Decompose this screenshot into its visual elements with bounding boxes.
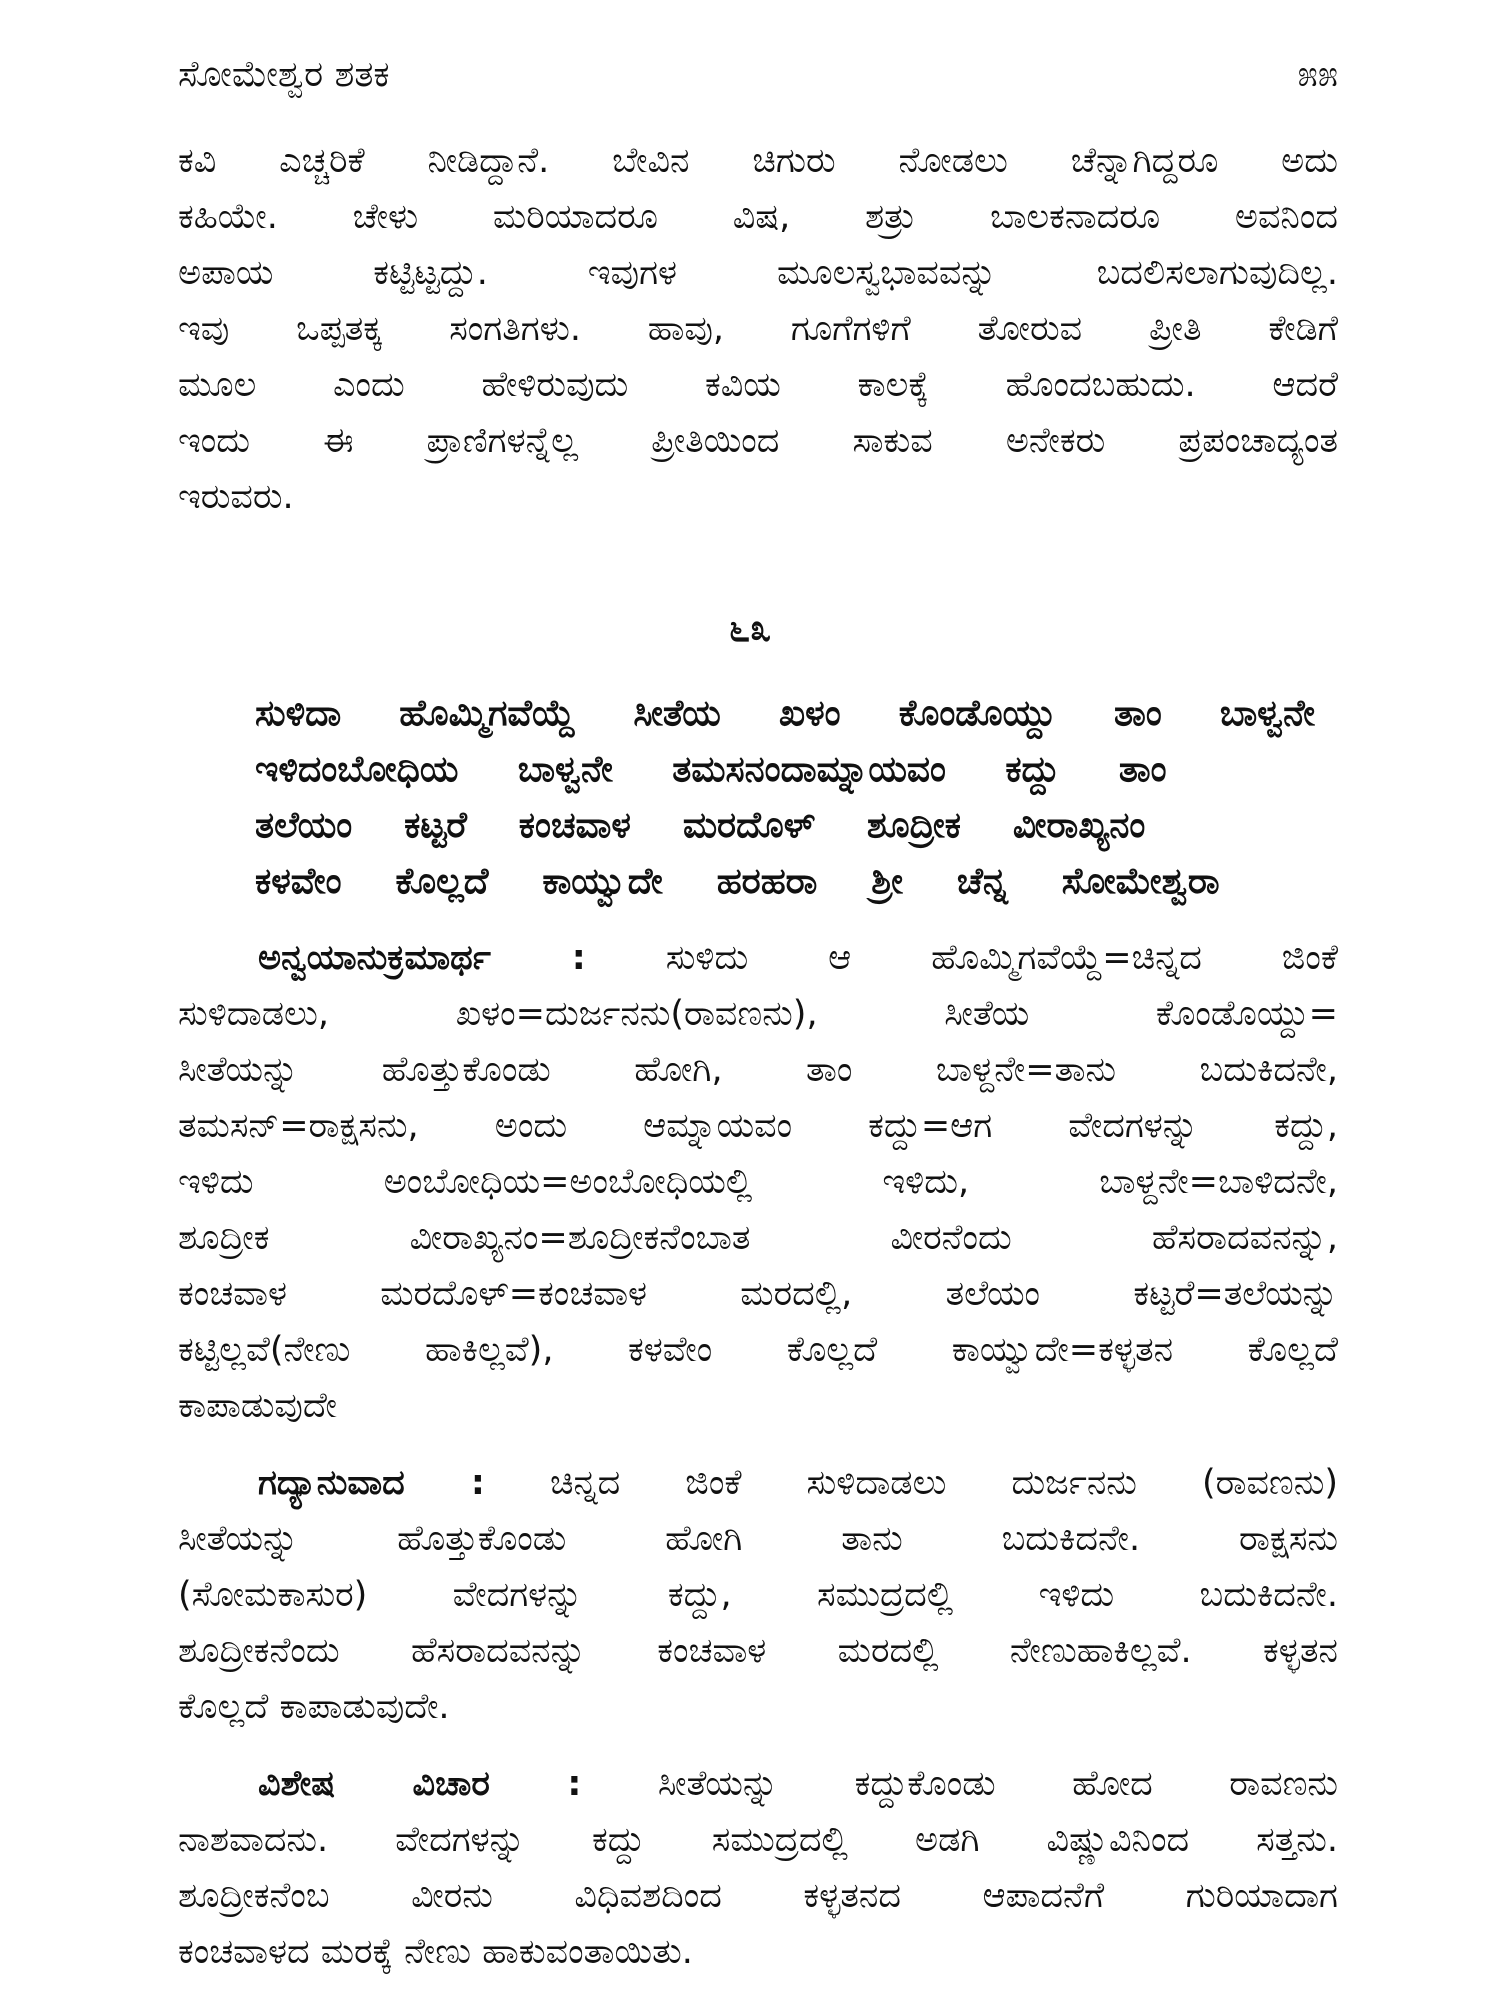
page-number: ೫೫ xyxy=(1297,54,1338,95)
text-line: ಇವು ಒಪ್ಪತಕ್ಕ ಸಂಗತಿಗಳು. ಹಾವು, ಗೂಗೆಗಳಿಗೆ ತೋರುವ ಪ್ರೀತಿ ಕೇಡಿಗೆ xyxy=(178,309,1338,349)
text-line: ಶೂದ್ರೀಕ ವೀರಾಖ್ಯನಂ=ಶೂದ್ರೀಕನೆಂಬಾತ ವೀರನೆಂದು ಹೆಸರಾದವನನ್ನು, xyxy=(178,1218,1338,1258)
text-line: ಸೀತೆಯನ್ನು ಹೊತ್ತುಕೊಂಡು ಹೋಗಿ ತಾನು ಬದುಕಿದನೇ. ರಾಕ್ಷಸನು xyxy=(178,1519,1338,1559)
verse-line: ಸುಳಿದಾ ಹೊಮ್ಮಿಗವೆಯ್ದೆ ಸೀತೆಯ ಖಳಂ ಕೊಂಡೊಯ್ದು ತಾಂ ಬಾಳ್ವನೇ xyxy=(255,693,1315,734)
text-line: ತಮಸನ್=ರಾಕ್ಷಸನು, ಅಂದು ಆಮ್ನಾಯವಂ ಕದ್ದು=ಆಗ ವೇದಗಳನ್ನು ಕದ್ದು, xyxy=(178,1106,1338,1146)
running-header-title: ಸೋಮೇಶ್ವರ ಶತಕ xyxy=(178,54,390,95)
text-line: ಕೊಲ್ಲದೆ ಕಾಪಾಡುವುದೇ. xyxy=(178,1687,450,1727)
section-first-line xyxy=(178,1455,1338,1511)
verse-line: ತಲೆಯಂ ಕಟ್ಟರೆ ಕಂಚವಾಳ ಮರದೊಳ್ ಶೂದ್ರೀಕ ವೀರಾಖ್ಯನಂ xyxy=(255,805,1146,846)
text-line: ಇಳಿದು ಅಂಬೋಧಿಯ=ಅಂಬೋಧಿಯಲ್ಲಿ ಇಳಿದು, ಬಾಳ್ದನೇ=ಬಾಳಿದನೇ, xyxy=(178,1162,1338,1202)
verse-line: ಕಳವೇಂ ಕೊಲ್ಲದೆ ಕಾಯ್ವುದೇ ಹರಹರಾ ಶ್ರೀ ಚೆನ್ನ ಸೋಮೇಶ್ವರಾ xyxy=(255,861,1220,902)
text-line: ಶೂದ್ರೀಕನೆಂಬ ವೀರನು ವಿಧಿವಶದಿಂದ ಕಳ್ಳತನದ ಆಪಾದನೆಗೆ ಗುರಿಯಾದಾಗ xyxy=(178,1876,1338,1916)
text-line: ಇರುವರು. xyxy=(178,477,294,517)
text-line: ಶೂದ್ರೀಕನೆಂದು ಹೆಸರಾದವನನ್ನು ಕಂಚವಾಳ ಮರದಲ್ಲಿ ನೇಣುಹಾಕಿಲ್ಲವೆ. ಕಳ್ಳತನ xyxy=(178,1631,1338,1671)
verse xyxy=(255,686,1315,910)
verse-line: ಇಳಿದಂಬೋಧಿಯ ಬಾಳ್ವನೇ ತಮಸನಂದಾಮ್ನಾಯವಂ ಕದ್ದು ತಾಂ xyxy=(255,749,1167,790)
text-span: ಸುಳಿದು ಆ ಹೊಮ್ಮಿಗವೆಯ್ದೆ=ಚಿನ್ನದ ಜಿಂಕೆ xyxy=(665,938,1338,978)
text-span: ಸೀತೆಯನ್ನು ಕದ್ದುಕೊಂಡು ಹೋದ ರಾವಣನು xyxy=(657,1764,1338,1804)
verse-number: ೬೩ xyxy=(728,606,772,650)
text-line: ಸುಳಿದಾಡಲು, ಖಳಂ=ದುರ್ಜನನು(ರಾವಣನು), ಸೀತೆಯ ಕೊಂಡೊಯ್ದು= xyxy=(178,994,1338,1034)
text-line: ಮೂಲ ಎಂದು ಹೇಳಿರುವುದು ಕವಿಯ ಕಾಲಕ್ಕೆ ಹೊಂದಬಹುದು. ಆದರೆ xyxy=(178,365,1338,405)
intro-paragraph xyxy=(178,133,1338,525)
anvaya-label: ಅನ್ವಯಾನುಕ್ರಮಾರ್ಥ : xyxy=(258,938,586,978)
anvaya-section xyxy=(178,930,1338,1434)
section-first-line xyxy=(178,1756,1338,1812)
text-line: ಕವಿ ಎಚ್ಚರಿಕೆ ನೀಡಿದ್ದಾನೆ. ಬೇವಿನ ಚಿಗುರು ನೋಡಲು ಚೆನ್ನಾಗಿದ್ದರೂ ಅದು xyxy=(178,141,1338,181)
text-line: ಸೀತೆಯನ್ನು ಹೊತ್ತುಕೊಂಡು ಹೋಗಿ, ತಾಂ ಬಾಳ್ದನೇ=ತಾನು ಬದುಕಿದನೇ, xyxy=(178,1050,1338,1090)
text-line: ನಾಶವಾದನು. ವೇದಗಳನ್ನು ಕದ್ದು ಸಮುದ್ರದಲ್ಲಿ ಅಡಗಿ ವಿಷ್ಣುವಿನಿಂದ ಸತ್ತನು. xyxy=(178,1820,1338,1860)
text-span: ಚಿನ್ನದ ಜಿಂಕೆ ಸುಳಿದಾಡಲು ದುರ್ಜನನು (ರಾವಣನು) xyxy=(549,1463,1338,1503)
text-line: ಕಹಿಯೇ. ಚೇಳು ಮರಿಯಾದರೂ ವಿಷ, ಶತ್ರು ಬಾಲಕನಾದರೂ ಅವನಿಂದ xyxy=(178,197,1338,237)
vishesha-section xyxy=(178,1756,1338,1980)
text-line: ಕಂಚವಾಳ ಮರದೊಳ್=ಕಂಚವಾಳ ಮರದಲ್ಲಿ, ತಲೆಯಂ ಕಟ್ಟರೆ=ತಲೆಯನ್ನು xyxy=(178,1274,1338,1314)
text-line: ಕಾಪಾಡುವುದೇ xyxy=(178,1386,337,1426)
section-first-line xyxy=(178,930,1338,986)
vishesha-label: ವಿಶೇಷ ವಿಚಾರ : xyxy=(258,1764,582,1804)
text-line: ಕಟ್ಟಿಲ್ಲವೆ(ನೇಣು ಹಾಕಿಲ್ಲವೆ), ಕಳವೇಂ ಕೊಲ್ಲದೆ ಕಾಯ್ವುದೇ=ಕಳ್ಳತನ ಕೊಲ್ಲದೆ xyxy=(178,1330,1338,1370)
text-line: ಅಪಾಯ ಕಟ್ಟಿಟ್ಟದ್ದು. ಇವುಗಳ ಮೂಲಸ್ವಭಾವವನ್ನು ಬದಲಿಸಲಾಗುವುದಿಲ್ಲ. xyxy=(178,253,1338,293)
text-line: ಕಂಚವಾಳದ ಮರಕ್ಕೆ ನೇಣು ಹಾಕುವಂತಾಯಿತು. xyxy=(178,1932,693,1972)
gadyanuvada-section xyxy=(178,1455,1338,1735)
gadyanuvada-label: ಗದ್ಯಾನುವಾದ : xyxy=(258,1463,485,1503)
text-line: ಇಂದು ಈ ಪ್ರಾಣಿಗಳನ್ನೆಲ್ಲ ಪ್ರೀತಿಯಿಂದ ಸಾಕುವ ಅನೇಕರು ಪ್ರಪಂಚಾದ್ಯಂತ xyxy=(178,421,1338,461)
text-line: (ಸೋಮಕಾಸುರ) ವೇದಗಳನ್ನು ಕದ್ದು, ಸಮುದ್ರದಲ್ಲಿ ಇಳಿದು ಬದುಕಿದನೇ. xyxy=(178,1575,1338,1615)
